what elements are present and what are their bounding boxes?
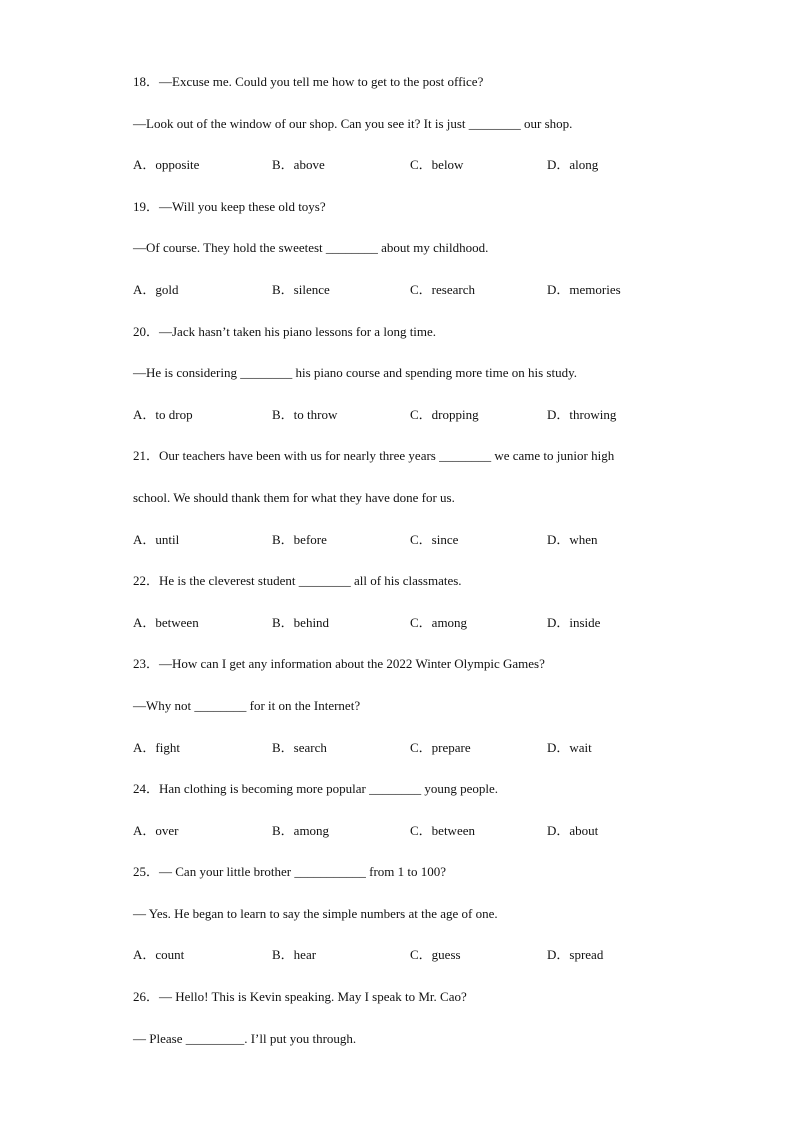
option-c: C．dropping	[410, 406, 479, 422]
question-response: —Look out of the window of our shop. Can you see it? It is just ________ our shop.	[133, 115, 573, 131]
question-response: —Why not ________ for it on the Internet?	[133, 697, 361, 713]
question-stem: 22．He is the cleverest student ________ all of his classmates.	[133, 573, 462, 589]
option-c: C．below	[410, 157, 464, 173]
option-a: A．between	[133, 614, 199, 630]
question-25	[133, 860, 693, 985]
option-d: D．spread	[547, 947, 604, 963]
question-26	[133, 985, 693, 1068]
option-a: A．count	[133, 947, 185, 963]
option-d: D．wait	[547, 739, 592, 755]
option-c: C．prepare	[410, 739, 471, 755]
option-b: B．to throw	[272, 406, 338, 422]
answer-options	[133, 528, 693, 570]
option-d: D．when	[547, 531, 598, 547]
option-b: B．silence	[272, 281, 330, 297]
question-23	[133, 652, 693, 777]
question-list	[133, 70, 693, 1068]
option-a: A．to drop	[133, 406, 193, 422]
option-d: D．inside	[547, 614, 601, 630]
option-d: D．along	[547, 157, 599, 173]
option-a: A．fight	[133, 739, 180, 755]
question-stem: 26．— Hello! This is Kevin speaking. May I speak to Mr. Cao?	[133, 989, 467, 1005]
option-d: D．throwing	[547, 406, 617, 422]
option-b: B．search	[272, 739, 327, 755]
option-c: C．guess	[410, 947, 461, 963]
question-stem: 23．—How can I get any information about the 2022 Winter Olympic Games?	[133, 656, 545, 672]
option-d: D．about	[547, 822, 599, 838]
option-a: A．over	[133, 822, 179, 838]
answer-options	[133, 403, 693, 445]
question-21	[133, 444, 693, 569]
question-response: —Of course. They hold the sweetest ________ about my childhood.	[133, 240, 489, 256]
question-response: — Please _________. I’ll put you through.	[133, 1030, 357, 1046]
option-a: A．opposite	[133, 157, 200, 173]
answer-options	[133, 736, 693, 778]
option-c: C．since	[410, 531, 459, 547]
question-response: — Yes. He began to learn to say the simple numbers at the age of one.	[133, 905, 498, 921]
question-22	[133, 569, 693, 652]
question-stem-continued: school. We should thank them for what they have done for us.	[133, 489, 455, 505]
question-24	[133, 777, 693, 860]
option-c: C．among	[410, 614, 468, 630]
question-stem: 25．— Can your little brother ___________ from 1 to 100?	[133, 864, 447, 880]
answer-options	[133, 611, 693, 653]
question-stem: 18．—Excuse me. Could you tell me how to get to the post office?	[133, 74, 484, 89]
option-d: D．memories	[547, 281, 621, 297]
answer-options	[133, 278, 693, 320]
option-b: B．behind	[272, 614, 330, 630]
option-a: A．gold	[133, 281, 179, 297]
option-c: C．research	[410, 281, 475, 297]
option-b: B．before	[272, 531, 327, 547]
option-b: B．among	[272, 822, 330, 838]
question-response: —He is considering ________ his piano course and spending more time on his study.	[133, 365, 577, 381]
question-20	[133, 320, 693, 445]
question-stem: 24．Han clothing is becoming more popular ________ young people.	[133, 781, 499, 797]
option-b: B．above	[272, 157, 325, 173]
option-a: A．until	[133, 531, 180, 547]
answer-options	[133, 943, 693, 985]
question-19	[133, 195, 693, 320]
option-b: B．hear	[272, 947, 317, 963]
answer-options	[133, 153, 693, 195]
question-stem: 19．—Will you keep these old toys?	[133, 198, 326, 214]
option-c: C．between	[410, 822, 475, 838]
question-stem: 20．—Jack hasn’t taken his piano lessons for a long time.	[133, 323, 437, 339]
answer-options	[133, 819, 693, 861]
question-18	[133, 70, 693, 195]
question-stem: 21．Our teachers have been with us for nearly three years ________ we came to junior high	[133, 448, 615, 464]
